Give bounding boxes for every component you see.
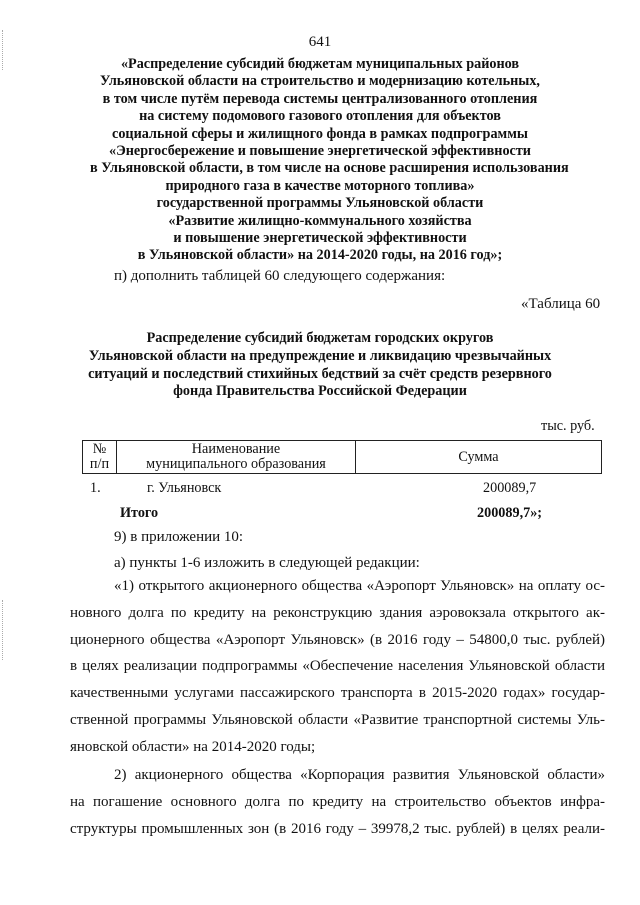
total-label: Итого [120,505,159,521]
row-sum: 200089,7 [483,480,537,496]
item-a: а) пункты 1-6 изложить в следующей редакции: [114,555,420,571]
text-line: качественными услугами пассажирского транспорта в 2015-2020 годах» государ- [70,685,605,702]
text-line: ционерного общества «Аэропорт Ульяновск» (в 2016 году – 54800,0 тыс. рублей) [70,631,605,648]
subsidy-table [82,440,602,474]
table-title-line: ситуаций и последствий стихийных бедствий за счёт средств резервного [88,365,552,382]
text-line: «1) открытого акционерного общества «Аэропорт Ульяновск» на оплату ос- [114,578,605,594]
total-sum: 200089,7»; [477,505,543,521]
heading-line: в Ульяновской области, в том числе на основе расширения использования [90,160,569,177]
table-label: «Таблица 60 [521,296,601,312]
scan-edge-mark [2,600,6,660]
table-header-row [83,441,602,474]
text-line: структуры промышленных зон (в 2016 году – 39978,2 тыс. рублей) в целях реали- [70,820,605,837]
heading-line: социальной сферы и жилищного фонда в рамках подпрограммы [112,125,528,142]
text-line: в целях реализации подпрограммы «Обеспечение населения Ульяновской области [70,658,605,675]
text-line: ственной программы Ульяновской области «Развитие транспортной системы Уль- [70,711,605,728]
text-line: яновской области» на 2014-2020 годы; [70,738,316,755]
heading-line: «Развитие жилищно-коммунального хозяйства [168,212,472,229]
text-line: 2) акционерного общества «Корпорация развития Ульяновской области» [114,767,605,783]
paragraph-2 [70,762,605,842]
header-number: № п/п [83,441,117,474]
heading-line: в том числе путём перевода системы централизованного отопления [102,90,538,107]
text-line: на погашение основного долга по кредиту на строительство объектов инфра- [70,793,605,810]
heading-line: и повышение энергетической эффективности [173,230,467,247]
header-sum: Сумма [356,441,602,474]
heading-line: на систему подомового газового отопления для объектов [139,108,501,125]
page-number: 641 [308,34,332,50]
heading-line: «Распределение субсидий бюджетам муниципальных районов [120,56,520,72]
section-heading [90,56,569,265]
heading-line: государственной программы Ульяновской области [156,195,484,212]
instruction-text: п) дополнить таблицей 60 следующего содержания: [114,268,446,284]
header-municipality: Наименование муниципального образования [117,441,356,474]
heading-line: «Энергосбережение и повышение энергетической эффективности [109,143,531,160]
heading-line: природного газа в качестве моторного топлива» [165,177,475,194]
units-label: тыс. руб. [541,418,595,434]
table-title-line: Распределение субсидий бюджетам городских округов [146,330,494,346]
table-title [70,330,570,401]
text-line: новного долга по кредиту на реконструкцию здания аэровокзала открытого ак- [70,604,605,621]
row-number: 1. [90,480,101,496]
paragraph-1 [70,573,605,761]
table-title-line: Ульяновской области на предупреждение и ликвидацию чрезвычайных [88,347,552,364]
table-title-line: фонда Правительства Российской Федерации [173,383,467,400]
row-municipality: г. Ульяновск [147,480,222,496]
item-9: 9) в приложении 10: [114,529,244,545]
heading-line: в Ульяновской области» на 2014-2020 годы, на 2016 год»; [137,247,503,264]
heading-line: Ульяновской области на строительство и модернизацию котельных, [100,73,540,90]
